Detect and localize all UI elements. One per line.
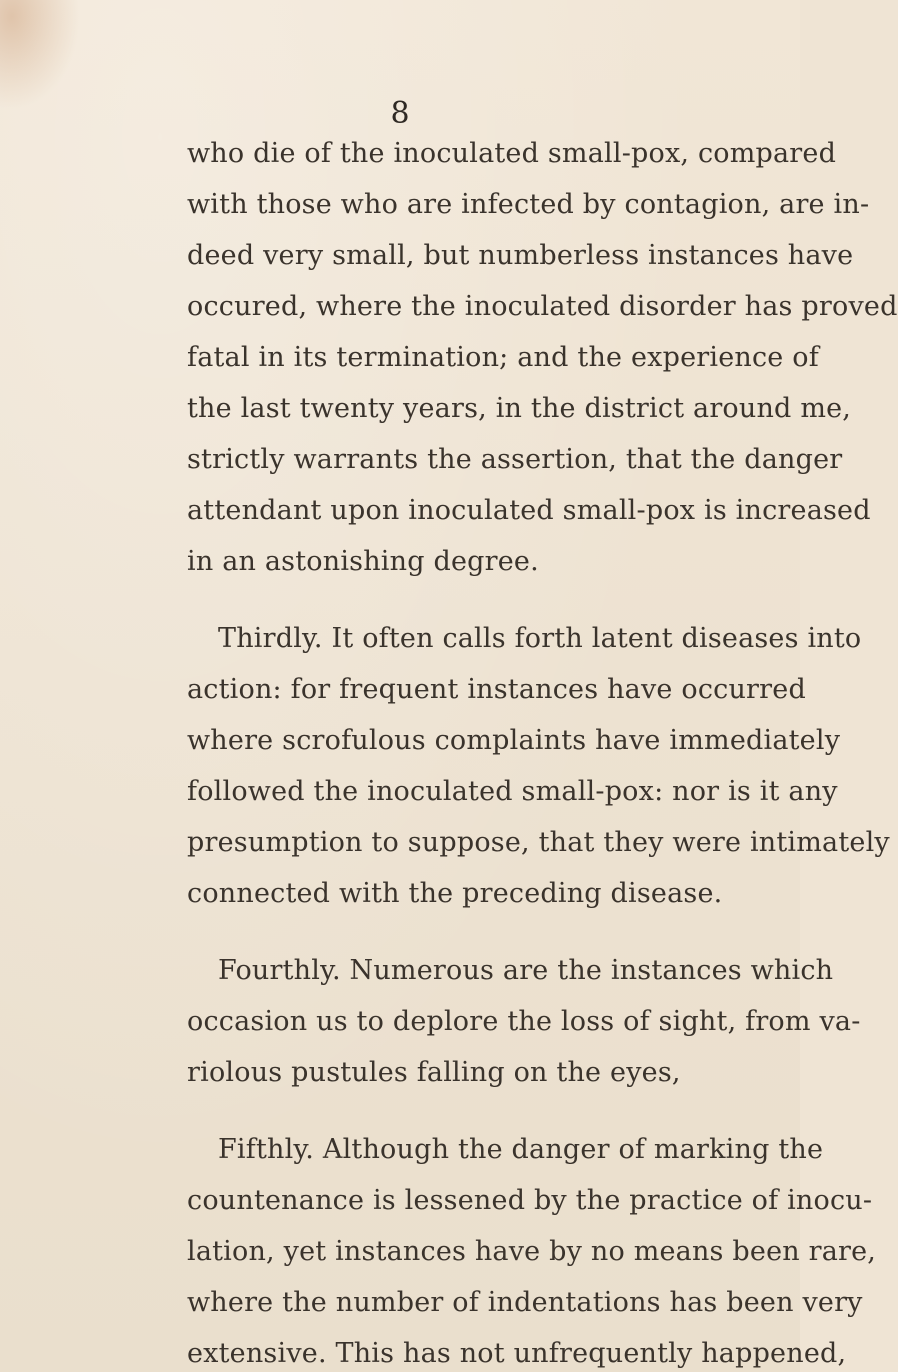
text-line: followed the inoculated small-pox: nor is it any [187,776,838,807]
page-number: 8 [390,96,410,131]
paragraph-start-line: Fifthly. Although the danger of marking the [218,1134,824,1165]
text-line: in an astonishing degree. [187,546,539,577]
paragraph-start-line: Fourthly. Numerous are the instances which [218,955,834,986]
text-line: presumption to suppose, that they were intimately [187,827,890,858]
text-line: where scrofulous complaints have immediately [187,725,841,756]
text-line: deed very small, but numberless instances have [187,240,854,271]
text-line: attendant upon inoculated small-pox is increased [187,495,871,526]
text-line: extensive. This has not unfrequently happened, [187,1338,847,1369]
text-line: action: for frequent instances have occurred [187,674,806,705]
paragraph-start-line: Thirdly. It often calls forth latent diseases into [218,623,862,654]
text-line: countenance is lessened by the practice of inocu- [187,1185,873,1216]
text-line: the last twenty years, in the district around me, [187,393,852,424]
text-line: where the number of indentations has been very [187,1287,863,1318]
text-line: occasion us to deplore the loss of sight, from va- [187,1006,861,1037]
text-line: connected with the preceding disease. [187,878,723,909]
text-line: lation, yet instances have by no means been rare, [187,1236,877,1267]
text-line: occured, where the inoculated disorder has proved [187,291,898,322]
text-line: who die of the inoculated small-pox, compared [187,138,837,169]
text-line: strictly warrants the assertion, that the danger [187,444,843,475]
paper-stain [0,0,80,110]
text-line: with those who are infected by contagion, are in- [187,189,870,220]
text-line: riolous pustules falling on the eyes, [187,1057,681,1088]
text-line: fatal in its termination; and the experience of [187,342,819,373]
